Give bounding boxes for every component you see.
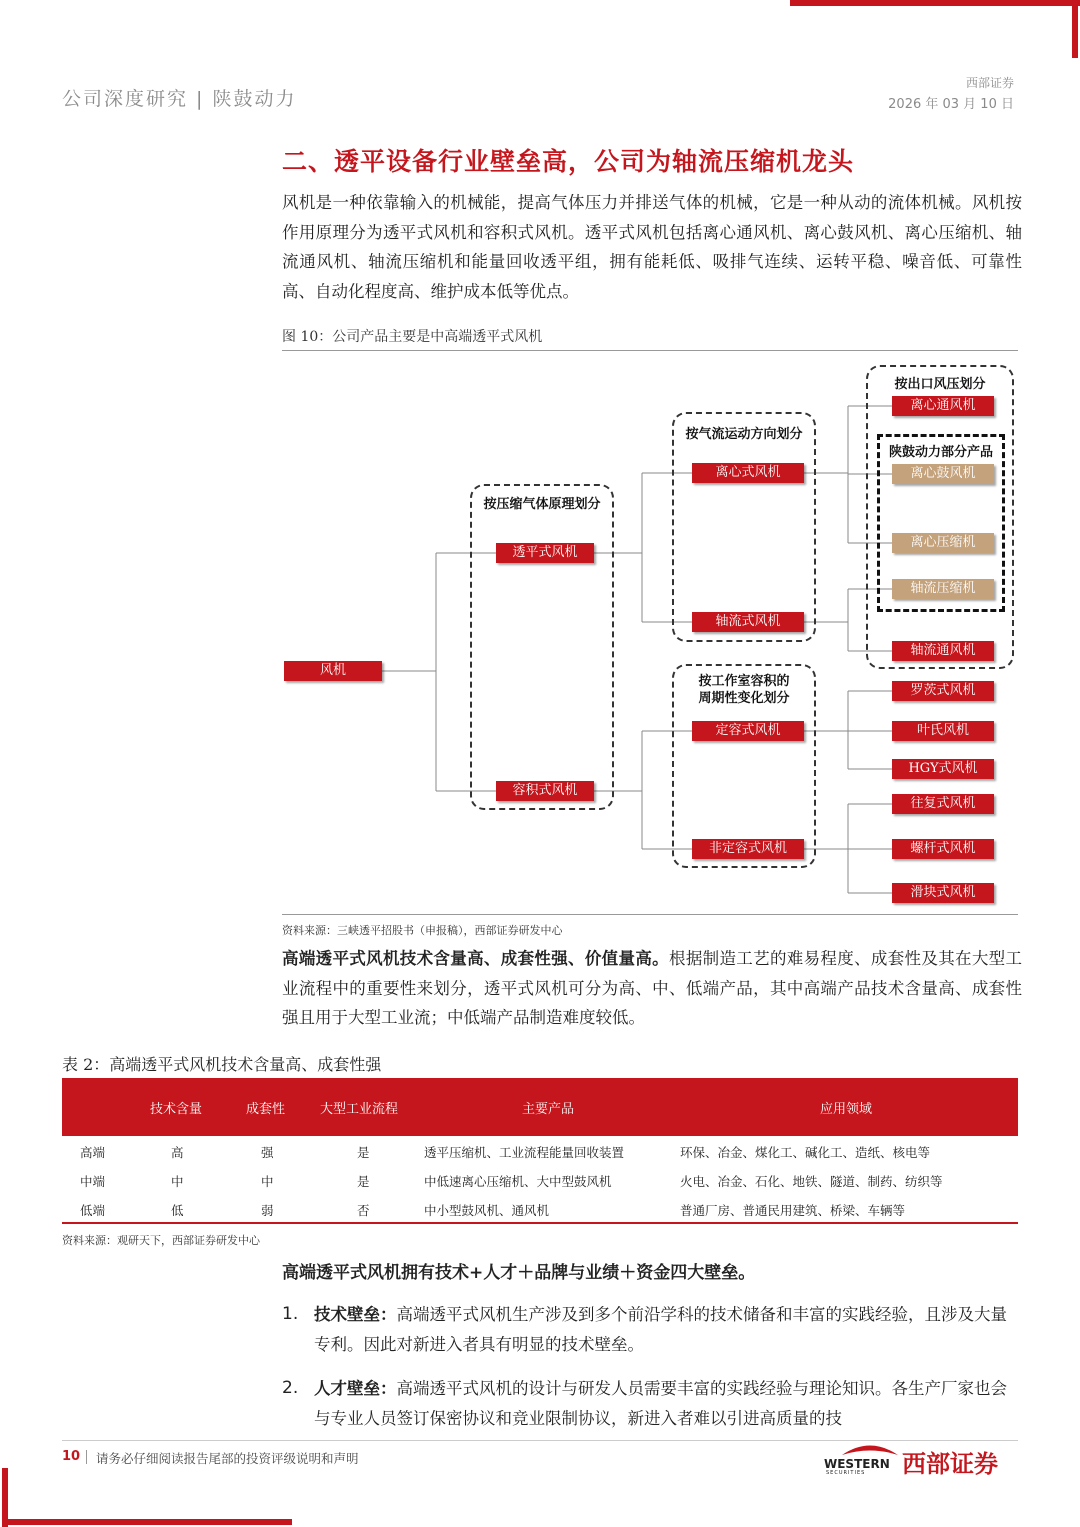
list-item-talent-barrier xyxy=(314,1374,1022,1433)
logo-wing-icon xyxy=(840,1442,900,1456)
group-chamber-label-line2: 周期性变化划分 xyxy=(698,691,790,706)
node-reciprocating-fan: 往复式风机 xyxy=(892,794,994,814)
logo-chinese: 西部证券 xyxy=(902,1450,998,1478)
node-axial-ventilator: 轴流通风机 xyxy=(892,641,994,661)
list-number: 2. xyxy=(282,1378,299,1398)
node-turbine-fan: 透平式风机 xyxy=(496,543,594,563)
intro-paragraph: 风机是一种依靠输入的机械能，提高气体压力并排送气体的机械，它是一种从动的流体机械。风机按作用原理分为透平式风机和容积式风机。透平式风机包括离心通风机、离心鼓风机、离心压缩机、轴流通风机、轴流压缩机和能量回收透平组，拥有能耗低、吸排气连续、运转平稳、噪音低、可靠性高、自动化程度高、维护成本低等优点。 xyxy=(282,193,1022,301)
node-centrifugal-ventilator: 离心通风机 xyxy=(892,396,994,416)
table-header-industrial: 大型工业流程 xyxy=(320,1102,399,1117)
node-axial-fan: 轴流式风机 xyxy=(692,612,804,632)
group-compress-label: 按压缩气体原理划分 xyxy=(483,497,601,512)
node-screw-fan: 螺杆式风机 xyxy=(892,839,994,859)
table-cell: 高 xyxy=(171,1145,184,1160)
list-item-title: 技术壁垒： xyxy=(314,1305,397,1324)
table-header-applications: 应用领域 xyxy=(820,1102,873,1117)
paragraph-high-end-body: 根据制造工艺的难易程度、成套性及其在大型工业流程中的重要性来划分，透平式风机可分为高、中、低端产品，其中高端产品技术含量高、成套性强且用于大型工业流；中低端产品制造难度较低。 xyxy=(282,949,1023,1027)
node-roots-fan: 罗茨式风机 xyxy=(892,681,994,701)
node-fan: 风机 xyxy=(284,661,382,681)
node-slider-fan: 滑块式风机 xyxy=(892,883,994,903)
group-flow-label: 按气流运动方向划分 xyxy=(685,427,803,442)
report-header-title: 公司深度研究 | 陕鼓动力 xyxy=(62,88,297,110)
list-item-text: 高端透平式风机的设计与研发人员需要丰富的实践经验与理论知识。各生产厂家也会与专业人员签订保密协议和竞业限制协议，新进入者难以引进高质量的技 xyxy=(314,1379,1007,1428)
table-cell: 高端 xyxy=(80,1145,106,1160)
node-hgy-fan: HGY式风机 xyxy=(892,759,994,779)
table-cell: 透平压缩机、工业流程能量回收装置 xyxy=(424,1145,625,1160)
list-item-title: 人才壁垒： xyxy=(314,1379,397,1398)
list-item-tech-barrier xyxy=(314,1300,1022,1359)
table-cell: 中 xyxy=(261,1174,274,1189)
table-cell: 中小型鼓风机、通风机 xyxy=(424,1203,550,1218)
table-header-tech: 技术含量 xyxy=(150,1102,203,1117)
group-compress-principle xyxy=(470,484,614,810)
table-cell: 环保、冶金、煤化工、碱化工、造纸、核电等 xyxy=(680,1145,931,1160)
table-cell: 中端 xyxy=(80,1174,106,1189)
header-broker: 西部证券 xyxy=(965,76,1014,90)
logo-english-sub: SECURITIES xyxy=(826,1470,866,1476)
table-title: 表 2：高端透平式风机技术含量高、成套性强 xyxy=(62,1055,382,1074)
table-cell: 中低速离心压缩机、大中型鼓风机 xyxy=(424,1174,612,1189)
group-chamber-label-line1: 按工作室容积的 xyxy=(698,674,790,689)
node-centrifugal-compressor: 离心压缩机 xyxy=(892,533,994,553)
table-bottom-rule xyxy=(62,1222,1018,1224)
node-fixed-volume-fan: 定容式风机 xyxy=(692,721,804,741)
paragraph-high-end-lead: 高端透平式风机技术含量高、成套性强、价值量高。 xyxy=(282,949,669,968)
paragraph-high-end xyxy=(282,944,1022,1033)
group-company-label: 陕鼓动力部分产品 xyxy=(888,445,993,460)
table-cell: 是 xyxy=(357,1174,370,1189)
table-cell: 否 xyxy=(357,1203,370,1218)
node-centrifugal-blower: 离心鼓风机 xyxy=(892,464,994,484)
figure-caption: 图 10：公司产品主要是中高端透平式风机 xyxy=(282,329,543,345)
node-nonfixed-volume-fan: 非定容式风机 xyxy=(692,839,804,859)
table-cell: 强 xyxy=(261,1145,274,1160)
table-cell: 中 xyxy=(171,1174,184,1189)
table-header-completeness: 成套性 xyxy=(246,1102,286,1117)
table-cell: 弱 xyxy=(261,1203,274,1218)
figure-source: 资料来源：三峡透平招股书（申报稿），西部证券研发中心 xyxy=(282,924,563,937)
footer-rule xyxy=(62,1440,1018,1441)
footer-disclaimer: 请务必仔细阅读报告尾部的投资评级说明和声明 xyxy=(96,1451,359,1466)
table-cell: 普通厂房、普通民用建筑、桥梁、车辆等 xyxy=(680,1203,906,1218)
header-date: 2026 年 03 月 10 日 xyxy=(888,97,1014,112)
logo-english: WESTERN xyxy=(824,1457,890,1471)
page-number: 10 xyxy=(62,1449,81,1464)
barriers-intro: 高端透平式风机拥有技术+人才＋品牌与业绩＋资金四大壁垒。 xyxy=(282,1263,756,1283)
group-flow-direction xyxy=(672,412,816,642)
table-cell: 火电、冶金、石化、地铁、隧道、制药、纺织等 xyxy=(680,1174,943,1189)
node-centrifugal-fan: 离心式风机 xyxy=(692,463,804,483)
node-axial-compressor: 轴流压缩机 xyxy=(892,579,994,599)
table-source: 资料来源：观研天下，西部证券研发中心 xyxy=(62,1234,260,1247)
figure-bottom-rule xyxy=(282,914,1018,915)
table-cell: 是 xyxy=(357,1145,370,1160)
node-vane-fan: 叶氏风机 xyxy=(892,721,994,741)
group-outlet-label: 按出口风压划分 xyxy=(894,377,986,392)
list-item-text: 高端透平式风机生产涉及到多个前沿学科的技术储备和丰富的实践经验，且涉及大量专利。因此对新进入者具有明显的技术壁垒。 xyxy=(314,1305,1007,1354)
table-cell: 低 xyxy=(171,1203,184,1218)
node-volumetric-fan: 容积式风机 xyxy=(496,781,594,801)
section-title: 二、透平设备行业壁垒高，公司为轴流压缩机龙头 xyxy=(282,147,855,176)
table-header-products: 主要产品 xyxy=(522,1102,575,1117)
corner-decoration-bottom xyxy=(2,1519,292,1525)
table-cell: 低端 xyxy=(80,1203,106,1218)
list-number: 1. xyxy=(282,1304,299,1324)
footer-divider xyxy=(86,1450,87,1464)
